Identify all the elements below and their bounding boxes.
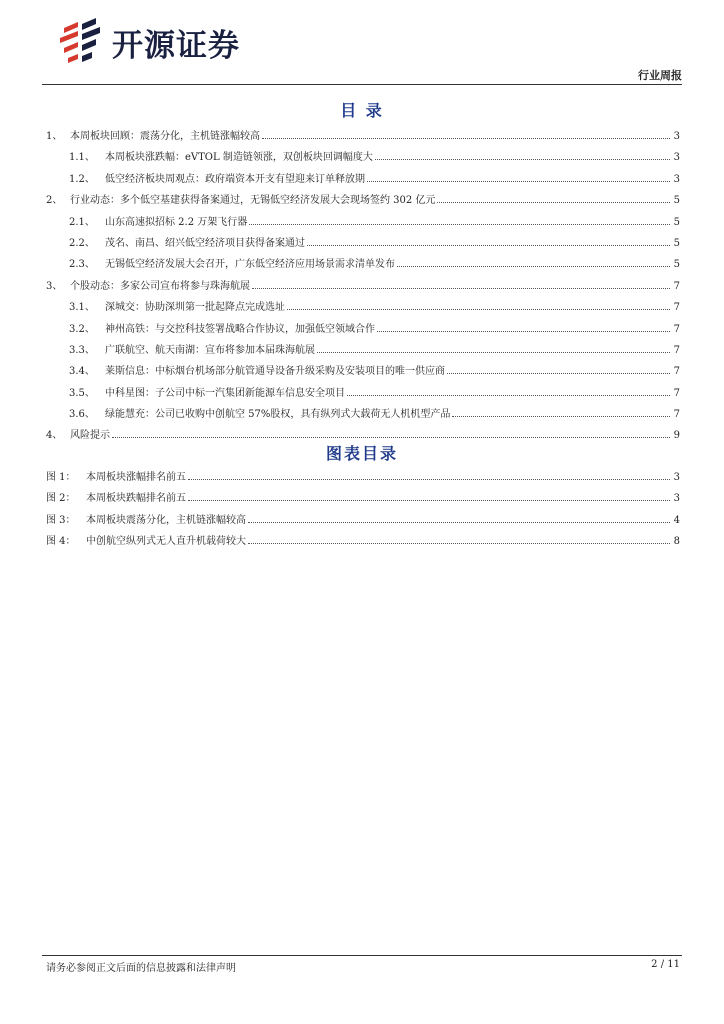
toc-leader-dots [375,159,670,160]
toc-list [46,130,680,451]
toc-entry-number: 2、 [46,195,63,207]
toc-entry-page: 7 [673,366,680,378]
toc-leader-dots [112,437,670,438]
toc-leader-dots [317,352,670,353]
toc-entry-text: 中科星图：子公司中标一汽集团新能源车信息安全项目 [105,387,345,399]
toc-entry-number: 1.1、 [69,152,95,164]
figure-entry-text: 本周板块震荡分化，主机链涨幅较高 [86,514,246,526]
toc-entry-text: 绿能慧充：公司已收购中创航空 57%股权，具有纵列式大载荷无人机机型产品 [105,409,451,421]
toc-entry-number: 3.1、 [69,302,95,314]
toc-entry-number: 4、 [46,430,63,442]
toc-leader-dots [367,181,670,182]
figure-leader-dots [248,543,670,544]
toc-entry-text: 广联航空、航天南湖：宣布将参加本届珠海航展 [105,344,315,356]
toc-entry-page: 5 [673,237,680,249]
toc-entry[interactable] [46,323,680,344]
toc-entry-text: 低空经济板块周观点：政府端资本开支有望迎来订单释放期 [105,173,365,185]
toc-entry-text: 本周板块涨跌幅：eVTOL 制造链领涨，双创板块回调幅度大 [105,152,373,164]
toc-entry[interactable] [46,301,680,322]
header-divider [42,84,682,85]
toc-entry-page: 7 [673,302,680,314]
toc-entry-number: 2.1、 [69,216,95,228]
toc-entry-text: 个股动态：多家公司宣布将参与珠海航展 [70,280,250,292]
toc-entry-text: 本周板块回顾：震荡分化，主机链涨幅较高 [70,131,260,142]
toc-entry-page: 7 [673,409,680,421]
figure-entry-number: 图 2： [46,493,76,505]
figure-leader-dots [188,479,670,480]
toc-leader-dots [447,373,670,374]
toc-leader-dots [397,266,670,267]
toc-entry[interactable] [46,258,680,279]
figure-entry-text: 中创航空纵列式无人直升机载荷较大 [86,536,246,548]
figure-entry-text: 本周板块跌幅排名前五 [86,493,186,505]
toc-entry-text: 山东高速拟招标 2.2 万架飞行器 [105,216,248,228]
toc-entry-number: 3.6、 [69,409,95,421]
figure-entry-page: 8 [673,536,680,548]
figure-entry[interactable] [46,492,680,513]
figure-entry[interactable] [46,471,680,492]
toc-entry-page: 5 [673,259,680,271]
toc-entry-page: 7 [673,387,680,399]
toc-entry-text: 莱斯信息：中标烟台机场部分航管通导设备升级采购及安装项目的唯一供应商 [105,366,445,378]
toc-leader-dots [347,395,670,396]
toc-entry[interactable] [46,408,680,429]
toc-entry-number: 3.3、 [69,344,95,356]
toc-leader-dots [249,224,670,225]
toc-entry-page: 9 [673,430,680,442]
toc-entry-page: 3 [673,152,680,164]
logo-text: 开源证券 [112,27,240,64]
toc-entry-page: 5 [673,216,680,228]
toc-entry-page: 3 [673,131,680,142]
toc-entry-page: 5 [673,195,680,207]
figures-title: 图表目录 [325,444,398,463]
figure-leader-dots [248,522,670,523]
figure-leader-dots [188,500,670,501]
figure-entry[interactable] [46,514,680,535]
toc-entry[interactable] [46,130,680,151]
toc-entry-page: 7 [673,344,680,356]
toc-entry-text: 神州高铁：与交控科技签署战略合作协议，加强低空领域合作 [105,323,375,335]
toc-entry[interactable] [46,387,680,408]
toc-entry-number: 3.2、 [69,323,95,335]
toc-entry-number: 3、 [46,280,63,292]
figure-entry-page: 3 [673,472,680,483]
toc-entry-text: 无锡低空经济发展大会召开，广东低空经济应用场景需求清单发布 [105,259,395,271]
toc-entry-number: 3.5、 [69,387,95,399]
toc-entry-number: 3.4、 [69,366,95,378]
figure-entry-page: 4 [673,514,680,526]
figure-entry-number: 图 3： [46,514,76,526]
toc-entry[interactable] [46,365,680,386]
toc-entry[interactable] [46,216,680,237]
toc-entry-page: 7 [673,323,680,335]
footer-disclaimer: 请务必参阅正文后面的信息披露和法律声明 [46,963,236,974]
company-logo [56,18,240,66]
logo-mark-icon [56,18,108,66]
toc-entry-page: 7 [673,280,680,292]
toc-entry-text: 茂名、南昌、绍兴低空经济项目获得备案通过 [105,237,305,249]
page-indicator: 2 / 11 [651,959,680,970]
toc-entry[interactable] [46,344,680,365]
toc-entry[interactable] [46,194,680,215]
figure-entry-page: 3 [673,493,680,505]
report-type-label: 行业周报 [638,69,682,82]
toc-entry-text: 行业动态：多个低空基建获得备案通过，无锡低空经济发展大会现场签约 302 亿元 [70,195,436,207]
figure-entry-number: 图 4： [46,536,76,548]
toc-leader-dots [452,416,670,417]
toc-entry-text: 风险提示 [70,430,110,442]
toc-leader-dots [437,202,670,203]
toc-entry[interactable] [46,151,680,172]
toc-entry[interactable] [46,237,680,258]
toc-leader-dots [252,288,670,289]
figure-entry[interactable] [46,535,680,556]
toc-leader-dots [307,245,670,246]
toc-leader-dots [377,331,670,332]
figure-entry-text: 本周板块涨幅排名前五 [86,472,186,483]
toc-entry-page: 3 [673,173,680,185]
toc-entry-number: 2.3、 [69,259,95,271]
toc-entry-number: 2.2、 [69,237,95,249]
figures-list [46,471,680,557]
toc-leader-dots [287,309,670,310]
footer-divider [42,955,682,956]
toc-entry-number: 1、 [46,131,63,142]
toc-entry[interactable] [46,280,680,301]
toc-title: 目 录 [340,101,384,120]
toc-leader-dots [262,138,670,139]
figure-entry-number: 图 1： [46,472,76,483]
toc-entry-text: 深城交：协助深圳第一批起降点完成选址 [105,302,285,314]
toc-entry-number: 1.2、 [69,173,95,185]
toc-entry[interactable] [46,173,680,194]
